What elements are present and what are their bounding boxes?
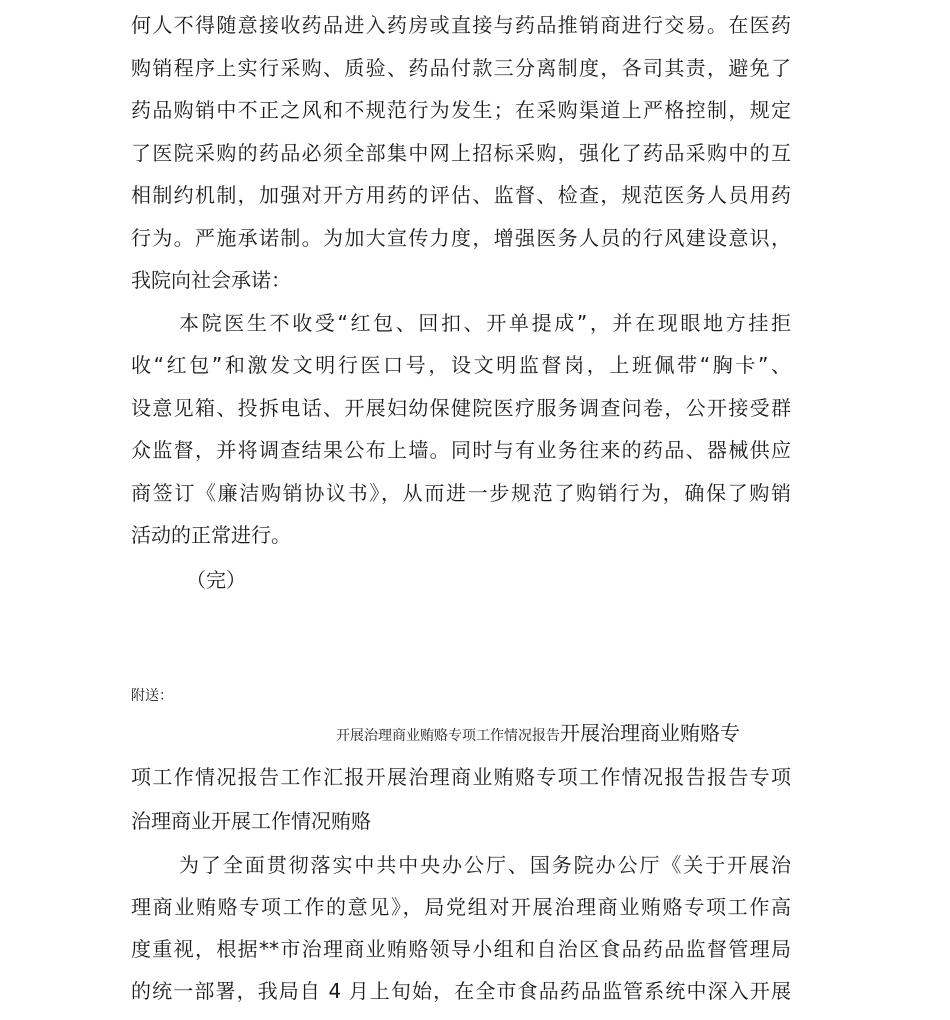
body-text-line: 相制约机制，加强对开方用药的评估、监督、检查，规范医务人员用药: [131, 183, 791, 207]
attachment-title-large: 开展治理商业贿赂专: [560, 721, 740, 745]
body-text-line: 商签订《廉洁购销协议书》，从而进一步规范了购销行为，确保了购销: [131, 481, 791, 505]
body-text-line: 的统一部署，我局自 4 月上旬始，在全市食品药品监管系统中深入开展: [131, 979, 791, 1003]
body-text-line: 药品购销中不正之风和不规范行为发生；在采购渠道上严格控制，规定: [131, 98, 791, 122]
body-text-line: 众监督，并将调查结果公布上墙。同时与有业务往来的药品、器械供应: [131, 438, 791, 462]
body-text-line: 了医院采购的药品必须全部集中网上招标采购，强化了药品采购中的互: [131, 141, 791, 165]
body-text-line: 行为。严施承诺制。为加大宣传力度，增强医务人员的行风建设意识，: [131, 226, 791, 250]
end-mark: （完）: [186, 568, 246, 592]
body-text-line: 活动的正常进行。: [131, 523, 291, 547]
body-text-line: 设意见箱、投拆电话、开展妇幼保健院医疗服务调查问卷，公开接受群: [131, 396, 791, 420]
attachment-label: 附送：: [131, 688, 173, 704]
attachment-title-line: 项工作情况报告工作汇报开展治理商业贿赂专项工作情况报告报告专项: [131, 765, 791, 789]
body-text-line: 我院向社会承诺：: [131, 268, 291, 292]
body-text-line: 何人不得随意接收药品进入药房或直接与药品推销商进行交易。在医药: [131, 13, 791, 37]
body-text-line: 本院医生不收受“红包、回扣、开单提成”，并在现眼地方挂拒: [179, 311, 791, 335]
attachment-title: [336, 718, 796, 748]
body-text-line: 度重视，根据**市治理商业贿赂领导小组和自治区食品药品监督管理局: [131, 937, 791, 961]
body-text-line: 理商业贿赂专项工作的意见》，局党组对开展治理商业贿赂专项工作高: [131, 895, 791, 919]
attachment-title-small: 开展治理商业贿赂专项工作情况报告: [336, 728, 560, 744]
attachment-title-line: 治理商业开展工作情况贿赂: [131, 809, 371, 833]
body-text-line: 购销程序上实行采购、质验、药品付款三分离制度，各司其责，避免了: [131, 56, 791, 80]
body-text-line: 为了全面贯彻落实中共中央办公厅、国务院办公厅《关于开展治: [179, 853, 791, 877]
body-text-line: 收“红包”和激发文明行医口号，设文明监督岗，上班佩带“胸卡”、: [131, 353, 791, 377]
